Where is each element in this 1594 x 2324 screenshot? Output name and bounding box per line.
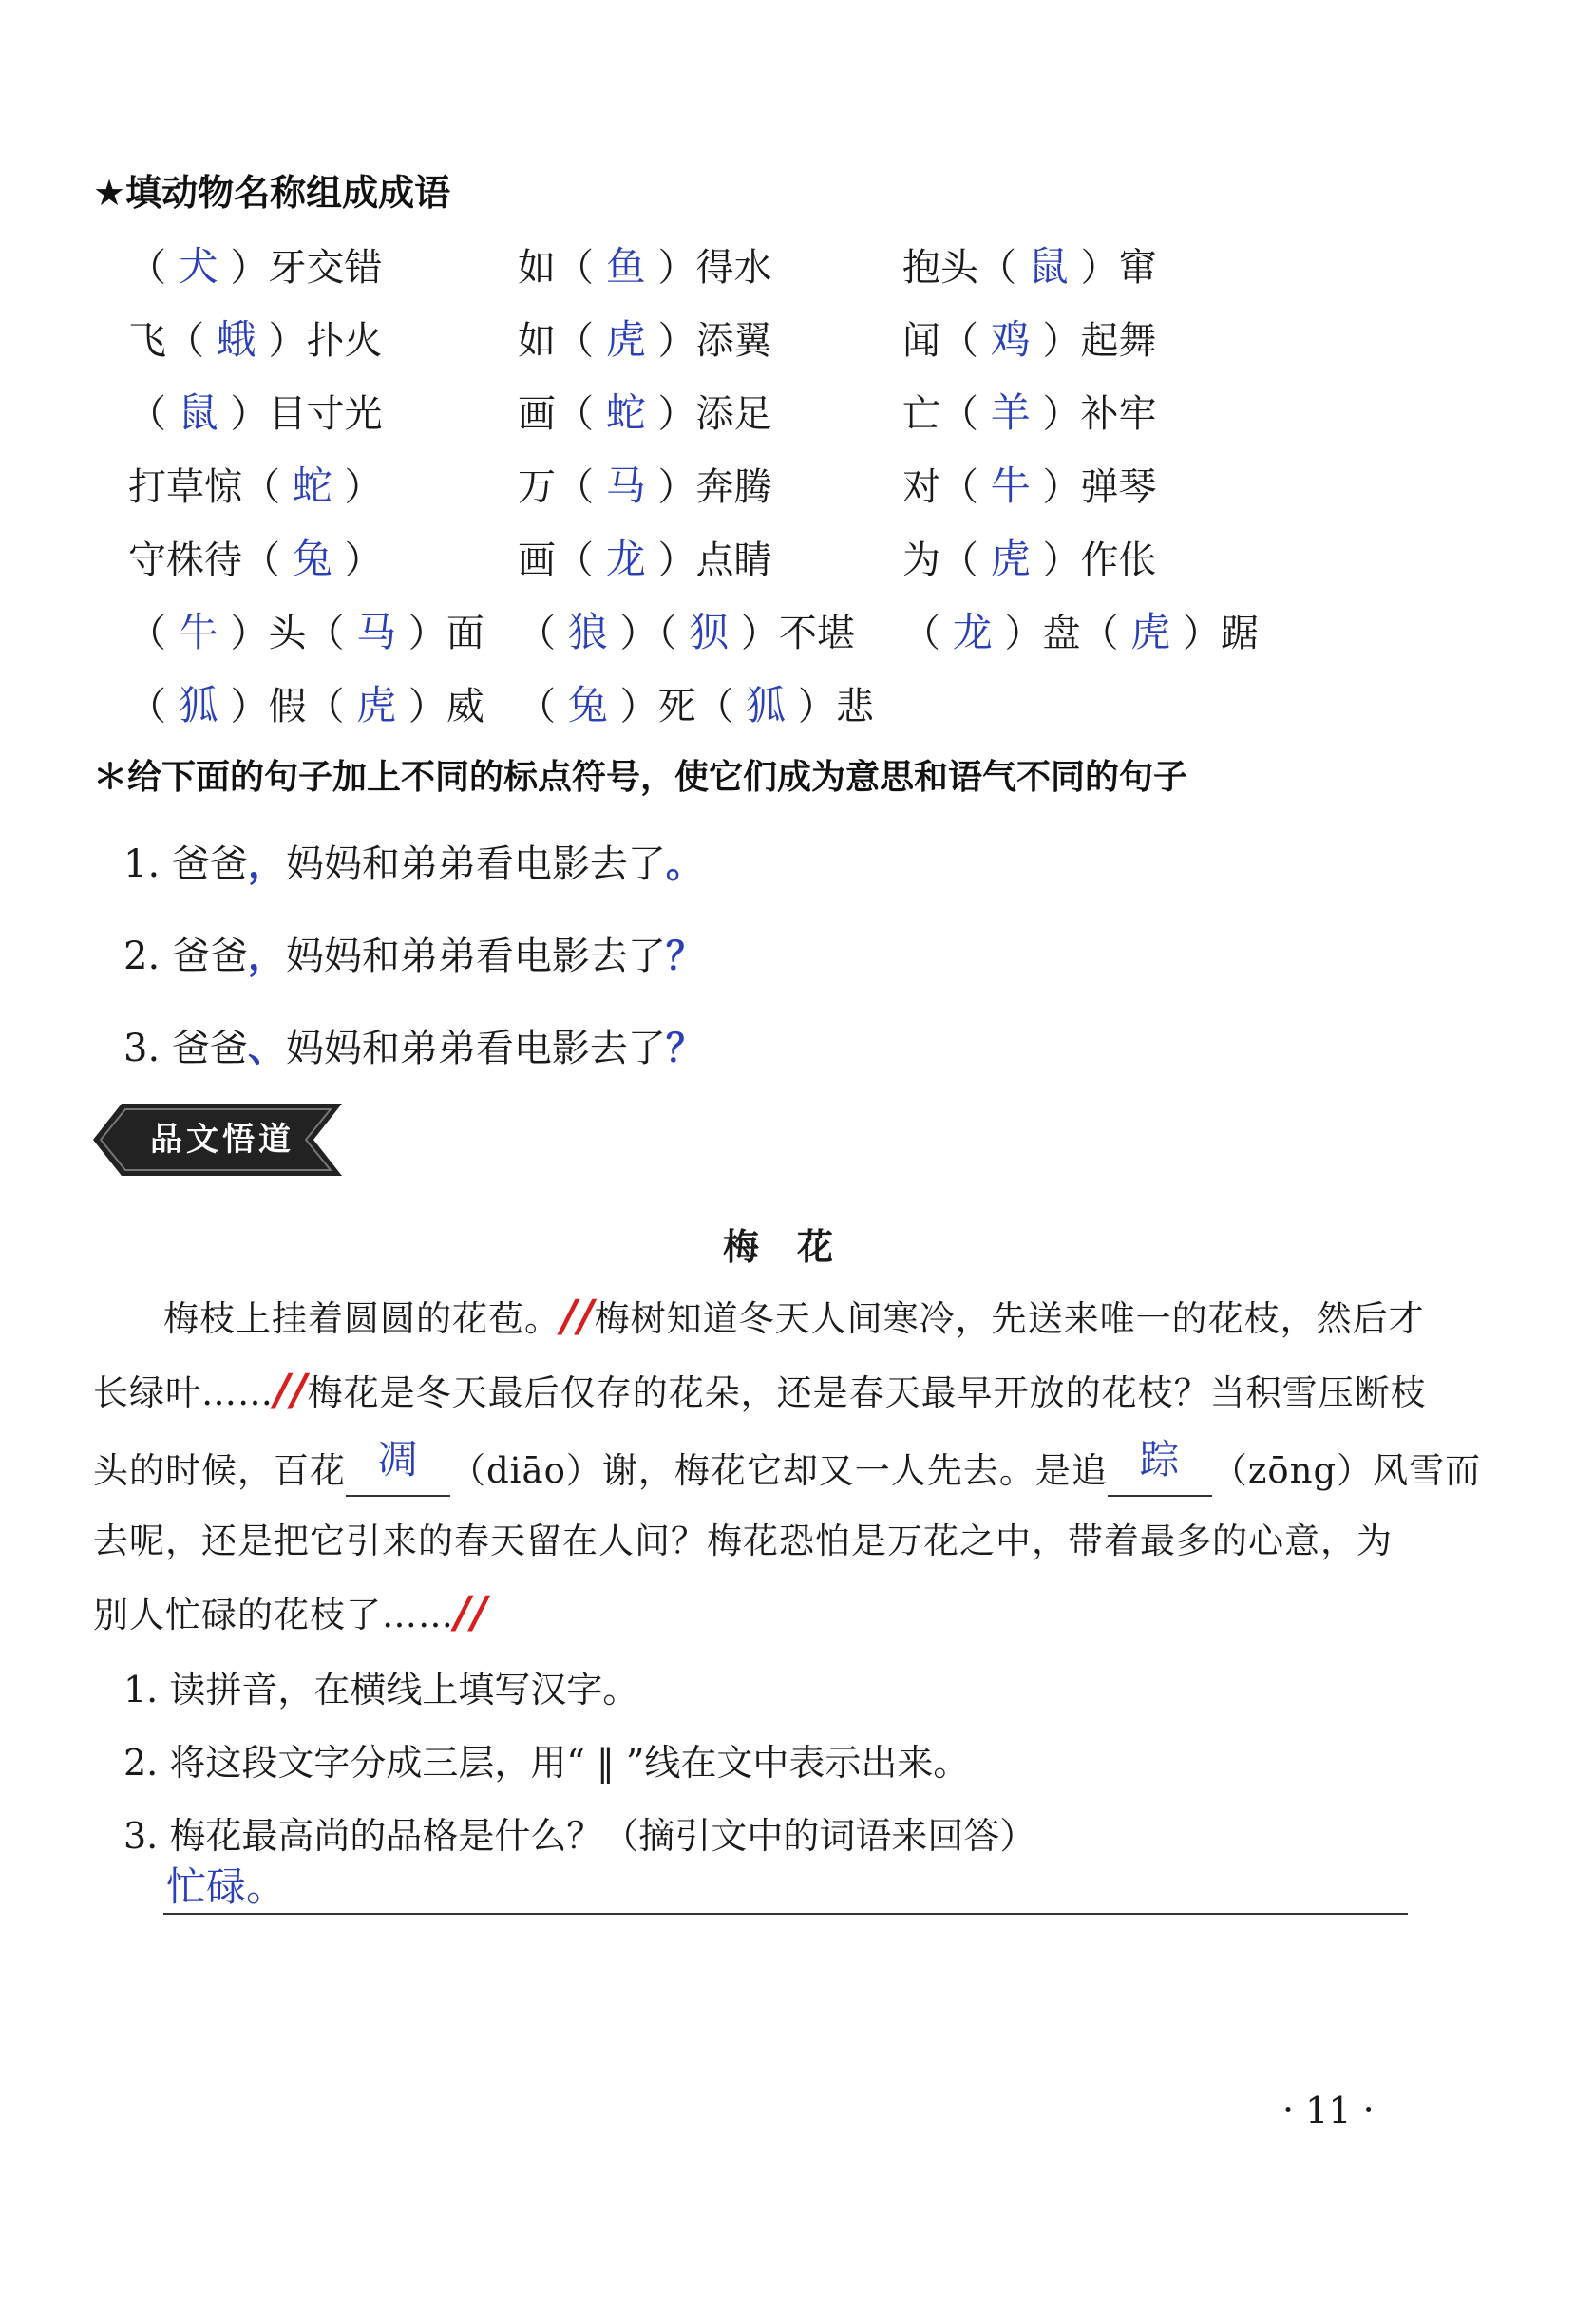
answer-fill: 兔 bbox=[567, 682, 608, 728]
answer-fill: 虎 bbox=[605, 316, 646, 363]
idiom-item: 闻（ 鸡 ）起舞 bbox=[902, 316, 1157, 363]
passage-line: 梅枝上挂着圆圆的花苞。//梅树知道冬天人间寒冷，先送来唯一的花枝，然后才 bbox=[163, 1290, 1425, 1341]
section-title: 给下面的句子加上不同的标点符号，使它们成为意思和语气不同的句子 bbox=[127, 758, 1188, 797]
layer-divider-mark: // bbox=[274, 1364, 308, 1415]
answer-punctuation: ， bbox=[247, 934, 286, 978]
idiom-item: 对（ 牛 ）弹琴 bbox=[902, 463, 1157, 509]
passage-line: 长绿叶……//梅花是冬天最后仅存的花朵，还是春天最早开放的花枝？当积雪压断枝 bbox=[93, 1364, 1427, 1415]
answer-fill: 踪 bbox=[1139, 1436, 1181, 1483]
page-number: · 11 · bbox=[1282, 2089, 1375, 2131]
answer-fill: 狈 bbox=[689, 609, 730, 655]
answer-fill: 狐 bbox=[746, 682, 787, 728]
answer-fill: 忙碌。 bbox=[166, 1863, 287, 1910]
answer-fill: 蛇 bbox=[605, 389, 646, 436]
fill-blank bbox=[346, 1438, 450, 1497]
answer-punctuation: ？ bbox=[665, 934, 704, 978]
idiom-item: 飞（ 蛾 ）扑火 bbox=[128, 316, 383, 363]
idiom-item: （ 兔 ）死（ 狐 ）悲 bbox=[518, 682, 874, 728]
answer-fill: 马 bbox=[605, 463, 646, 509]
answer-fill: 狼 bbox=[567, 609, 608, 655]
idiom-item: （ 牛 ）头（ 马 ）面 bbox=[128, 609, 484, 655]
question-item: 2. 将这段文字分成三层，用“ ‖ ”线在文中表示出来。 bbox=[123, 1742, 970, 1784]
idiom-item: 打草惊（ 蛇 ） bbox=[128, 463, 383, 509]
answer-fill: 马 bbox=[356, 609, 397, 655]
answer-fill: 虎 bbox=[990, 536, 1031, 582]
asterisk-icon: ＊ bbox=[93, 758, 128, 797]
answer-fill: 牛 bbox=[178, 609, 218, 655]
answer-fill: 龙 bbox=[952, 609, 993, 655]
answer-punctuation: 、 bbox=[247, 1026, 286, 1070]
idiom-item: 画（ 蛇 ）添足 bbox=[518, 389, 772, 436]
answer-fill: 鼠 bbox=[178, 389, 218, 436]
answer-fill: 狐 bbox=[178, 682, 218, 728]
answer-fill: 凋 bbox=[377, 1436, 419, 1483]
answer-fill: 蛇 bbox=[292, 463, 332, 509]
answer-punctuation: ， bbox=[247, 841, 286, 886]
punctuation-sentence: 1. 爸爸，妈妈和弟弟看电影去了。 bbox=[123, 841, 704, 886]
punctuation-sentence: 2. 爸爸，妈妈和弟弟看电影去了？ bbox=[123, 934, 704, 978]
answer-punctuation: 。 bbox=[665, 841, 704, 886]
answer-punctuation: ？ bbox=[665, 1026, 704, 1070]
star-icon: ★ bbox=[93, 172, 126, 214]
idiom-item: （ 龙 ）盘（ 虎 ）踞 bbox=[902, 609, 1259, 655]
passage-title: 梅花 bbox=[722, 1226, 871, 1268]
idiom-item: （ 狼 ）（ 狈 ）不堪 bbox=[518, 609, 855, 655]
idiom-item: 守株待（ 兔 ） bbox=[128, 536, 383, 582]
punctuation-sentence: 3. 爸爸、妈妈和弟弟看电影去了？ bbox=[123, 1026, 704, 1070]
idiom-item: 为（ 虎 ）作伥 bbox=[902, 536, 1157, 582]
fill-blank bbox=[1108, 1438, 1212, 1497]
passage-line: 头的时候，百花 凋 （diāo）谢，梅花它却又一人先去。是追 踪 （zōng）风雪而 bbox=[93, 1438, 1481, 1497]
banner-label: 品文悟道 bbox=[150, 1121, 294, 1159]
section-heading-idioms bbox=[93, 163, 450, 216]
passage-line: 去呢，还是把它引来的春天留在人间？梅花恐怕是万花之中，带着最多的心意，为 bbox=[93, 1521, 1393, 1561]
passage-line: 别人忙碌的花枝了……// bbox=[93, 1586, 488, 1637]
answer-fill: 鸡 bbox=[990, 316, 1031, 363]
idiom-item: 亡（ 羊 ）补牢 bbox=[902, 389, 1157, 436]
answer-fill: 鱼 bbox=[605, 243, 646, 290]
answer-fill: 羊 bbox=[990, 389, 1031, 436]
idiom-item: （ 鼠 ）目寸光 bbox=[128, 389, 383, 436]
question-item: 3. 梅花最高尚的品格是什么？（摘引文中的词语来回答） bbox=[123, 1815, 1036, 1857]
idiom-item: 万（ 马 ）奔腾 bbox=[518, 463, 772, 509]
answer-fill: 蛾 bbox=[216, 316, 256, 363]
layer-divider-mark: // bbox=[560, 1290, 595, 1341]
idiom-item: 抱头（ 鼠 ）窜 bbox=[902, 243, 1157, 290]
answer-fill: 虎 bbox=[1130, 609, 1171, 655]
section-title: 填动物名称组成成语 bbox=[125, 172, 451, 214]
answer-fill: 犬 bbox=[178, 243, 218, 290]
answer-fill: 鼠 bbox=[1028, 243, 1069, 290]
answer-fill: 兔 bbox=[292, 536, 332, 582]
idiom-item: 画（ 龙 ）点睛 bbox=[518, 536, 772, 582]
idiom-item: （ 犬 ）牙交错 bbox=[128, 243, 383, 290]
idiom-item: 如（ 虎 ）添翼 bbox=[518, 316, 772, 363]
section-banner bbox=[93, 1104, 342, 1176]
answer-fill: 牛 bbox=[990, 463, 1031, 509]
answer-line bbox=[163, 1913, 1408, 1915]
answer-fill: 虎 bbox=[356, 682, 397, 728]
section-heading-punctuation bbox=[93, 750, 1187, 799]
layer-divider-mark: // bbox=[454, 1586, 488, 1637]
question-item: 1. 读拼音，在横线上填写汉字。 bbox=[123, 1669, 639, 1710]
idiom-item: （ 狐 ）假（ 虎 ）威 bbox=[128, 682, 484, 728]
answer-fill: 龙 bbox=[605, 536, 646, 582]
idiom-item: 如（ 鱼 ）得水 bbox=[518, 243, 772, 290]
